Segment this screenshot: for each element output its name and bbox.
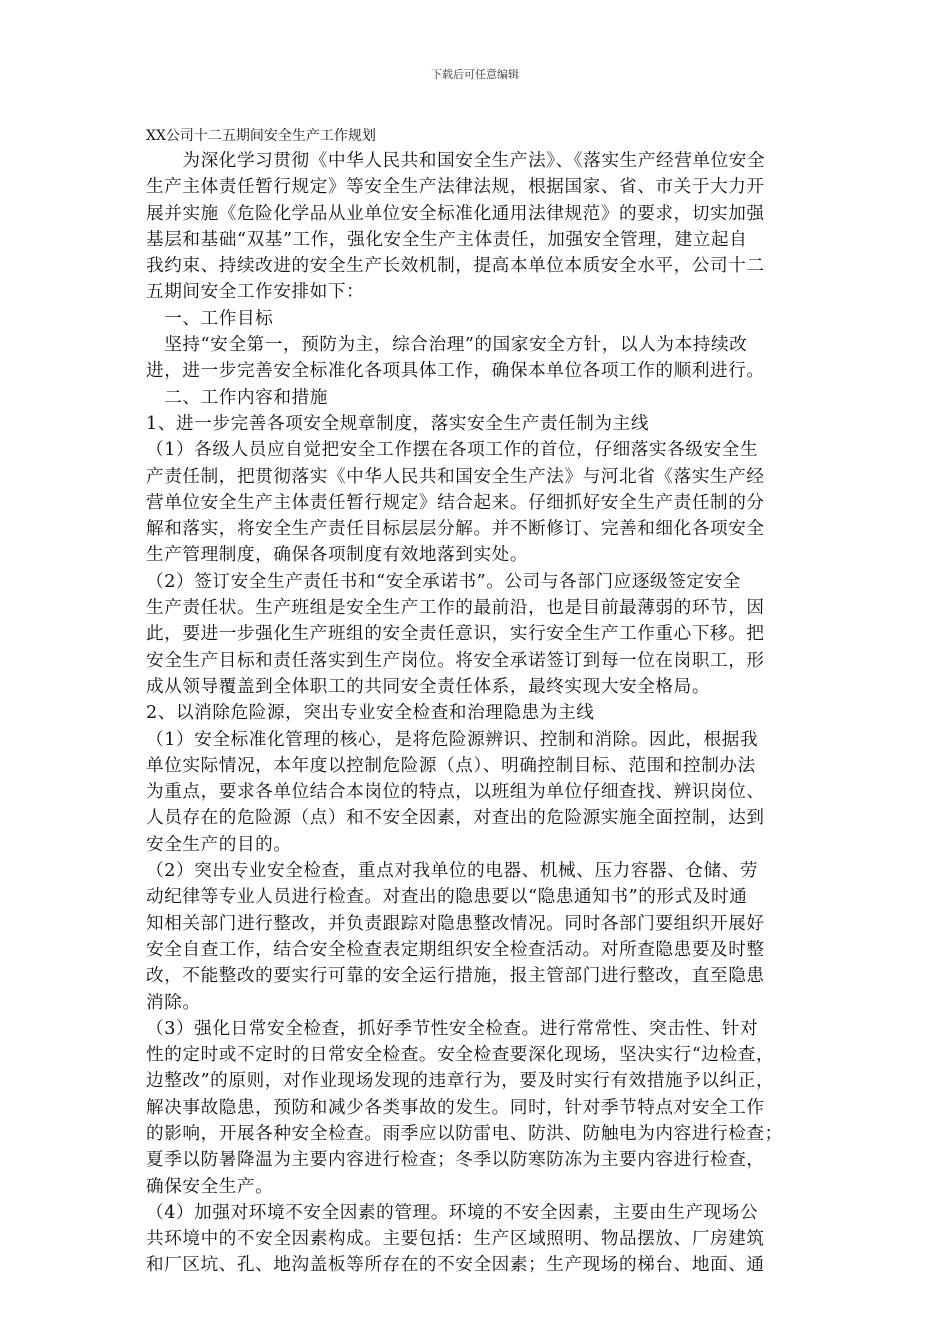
text-line: 和厂区坑、孔、地沟盖板等所存在的不安全因素；生产现场的梯台、地面、通 [146, 1255, 765, 1276]
text-line: 1、进一步完善各项安全规章制度，落实安全生产责任制为主线 [146, 413, 650, 434]
text-line: （4）加强对环境不安全因素的管理。环境的不安全因素，主要由生产现场公 [146, 1202, 759, 1223]
text-line: 知相关部门进行整改，并负责跟踪对隐患整改情况。同时各部门要组织开展好 [146, 913, 765, 934]
text-line: 边整改”的原则，对作业现场发现的违章行为，要及时实行有效措施予以纠正， [146, 1071, 775, 1092]
text-line: 性的定时或不定时的日常安全检查。安全检查要深化现场，坚决实行“边检查， [146, 1045, 775, 1066]
text-line: 基层和基础“双基”工作，强化安全生产主体责任，加强安全管理，建立起自 [146, 229, 748, 250]
text-line: 确保安全生产。 [146, 1176, 274, 1197]
text-line: 动纪律等专业人员进行检查。对查出的隐患要以“隐患通知书”的形式及时通 [146, 887, 748, 908]
text-line: 夏季以防暑降温为主要内容进行检查；冬季以防寒防冻为主要内容进行检查， [146, 1150, 765, 1171]
document-body [146, 148, 806, 1279]
text-line: 人员存在的危险源（点）和不安全因素，对查出的危险源实施全面控制，达到 [146, 808, 765, 829]
text-line: 我约束、持续改进的安全生产长效机制，提高本单位本质安全水平，公司十二 [146, 256, 765, 277]
text-line: 进，进一步完善安全标准化各项具体工作，确保本单位各项工作的顺利进行。 [146, 361, 765, 382]
text-line: 改，不能整改的要实行可靠的安全运行措施，报主管部门进行整改，直至隐患 [146, 966, 765, 987]
text-line: 生产主体责任暂行规定》等安全生产法律法规，根据国家、省、市关于大力开 [146, 177, 765, 198]
text-line: 安全自查工作，结合安全检查表定期组织安全检查活动。对所查隐患要及时整 [146, 939, 765, 960]
text-line: （1）安全标准化管理的核心，是将危险源辨识、控制和消除。因此，根据我 [146, 729, 759, 750]
text-line: 五期间安全工作安排如下： [146, 282, 365, 303]
text-line: 单位实际情况，本年度以控制危险源（点）、明确控制目标、范围和控制办法 [146, 755, 756, 776]
text-line: 成从领导覆盖到全体职工的共同安全责任体系，最终实现大安全格局。 [146, 676, 711, 697]
text-line: 一、工作目标 [146, 308, 274, 329]
text-line: 解和落实，将安全生产责任目标层层分解。并不断修订、完善和细化各项安全 [146, 519, 765, 540]
text-line: （2）突出专业安全检查，重点对我单位的电器、机械、压力容器、仓储、劳 [146, 861, 759, 882]
text-line: 安全生产目标和责任落实到生产岗位。将安全承诺签订到每一位在岗职工，形 [146, 650, 765, 671]
text-line: 2、以消除危险源，突出专业安全检查和治理隐患为主线 [146, 703, 595, 724]
text-line: （2）签订安全生产责任书和“安全承诺书”。公司与各部门应逐级签定安全 [146, 571, 741, 592]
text-line: 生产管理制度，确保各项制度有效地落到实处。 [146, 545, 529, 566]
text-line: 二、工作内容和措施 [146, 387, 328, 408]
text-line: 消除。 [146, 992, 201, 1013]
text-line: 产责任制，把贯彻落实《中华人民共和国安全生产法》与河北省《落实生产经 [146, 466, 765, 487]
text-line: 为深化学习贯彻《中华人民共和国安全生产法》、《落实生产经营单位安全 [146, 151, 766, 171]
text-line: （1）各级人员应自觉把安全工作摆在各项工作的首位，仔细落实各级安全生 [146, 440, 759, 461]
text-line: 安全生产的目的。 [146, 834, 292, 855]
text-line: 的影响，开展各种安全检查。雨季应以防雷电、防洪、防触电为内容进行检查； [146, 1123, 783, 1144]
text-line: 为重点，要求各单位结合本岗位的特点，以班组为单位仔细查找、辨识岗位、 [146, 782, 765, 803]
document-title: XX公司十二五期间安全生产工作规划 [146, 128, 376, 144]
page-header: 下载后可任意编辑 [431, 68, 519, 81]
text-line: 共环境中的不安全因素构成。主要包括：生产区域照明、物品摆放、厂房建筑 [146, 1229, 765, 1250]
text-line: （3）强化日常安全检查，抓好季节性安全检查。进行常常性、突击性、针对 [146, 1018, 759, 1039]
text-line: 坚持“安全第一，预防为主，综合治理”的国家安全方针，以人为本持续改 [146, 335, 748, 356]
text-line: 生产责任状。生产班组是安全生产工作的最前沿，也是目前最薄弱的环节，因 [146, 598, 765, 619]
text-line: 解决事故隐患，预防和减少各类事故的发生。同时，针对季节特点对安全工作 [146, 1097, 765, 1118]
text-line: 展并实施《危险化学品从业单位安全标准化通用法律规范》的要求，切实加强 [146, 203, 765, 224]
text-line: 此，要进一步强化生产班组的安全责任意识，实行安全生产工作重心下移。把 [146, 624, 765, 645]
text-line: 营单位安全生产主体责任暂行规定》结合起来。仔细抓好安全生产责任制的分 [146, 492, 765, 513]
